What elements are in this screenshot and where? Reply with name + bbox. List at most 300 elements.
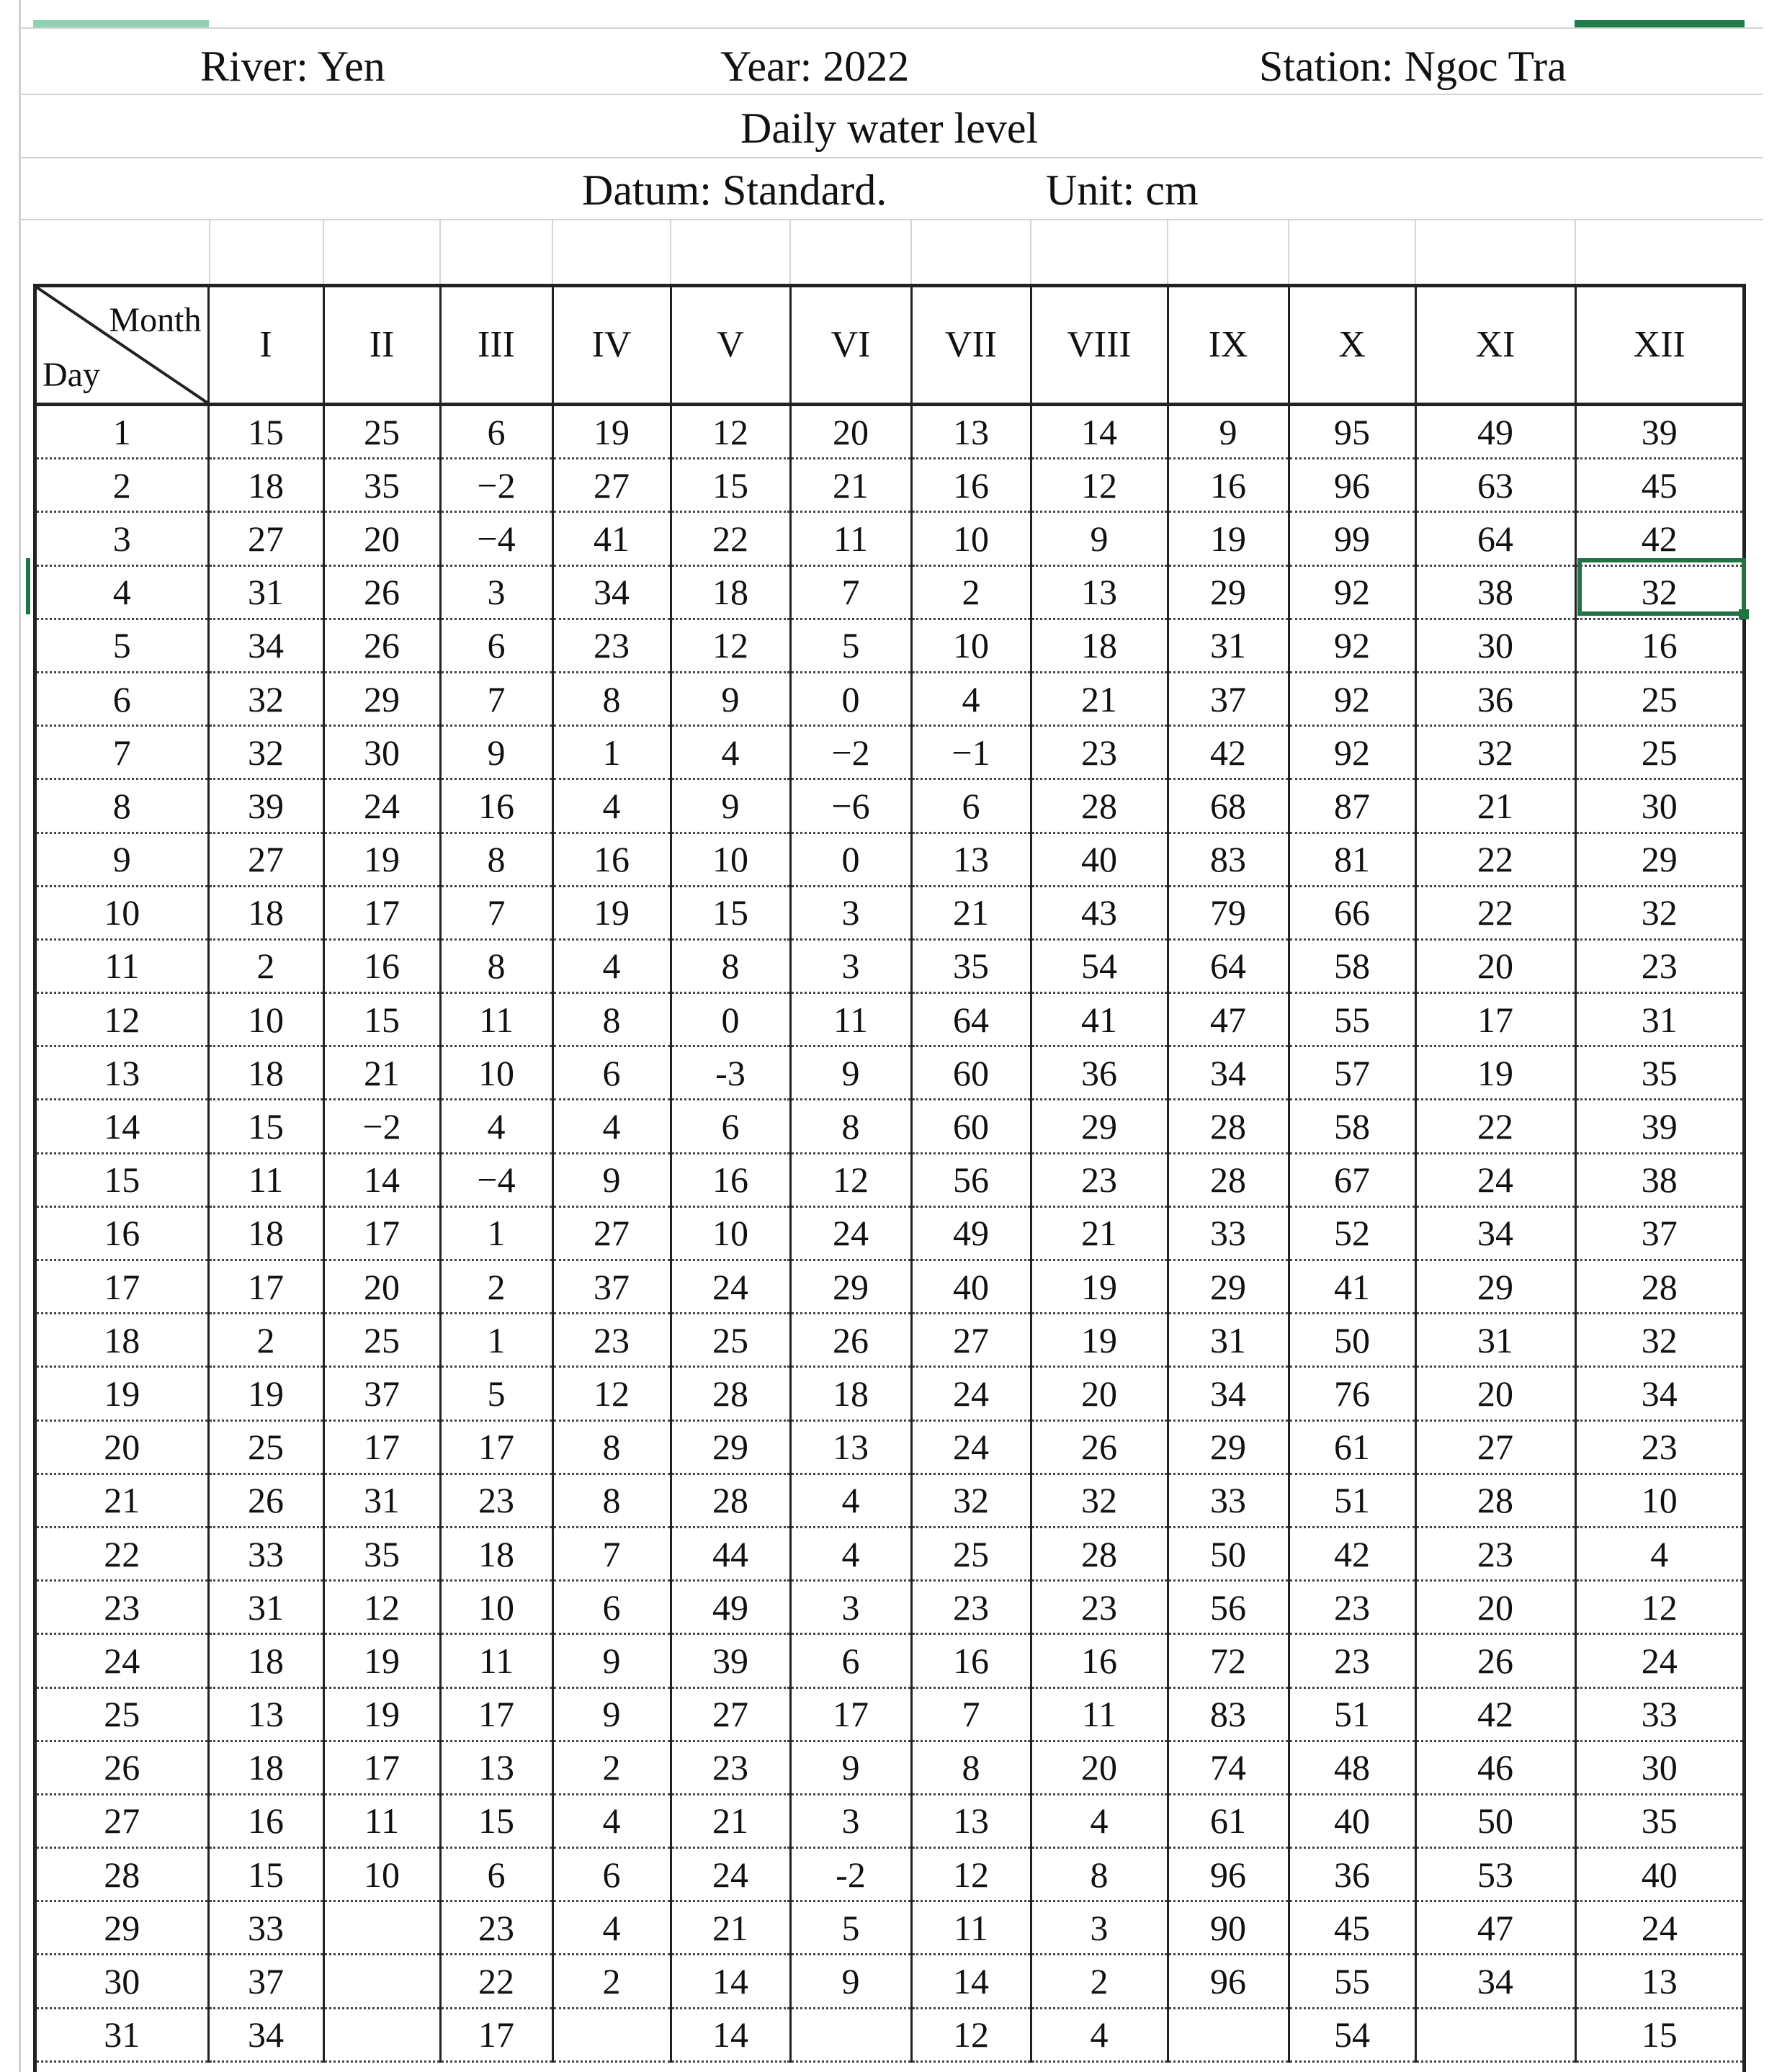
value-cell[interactable]: 42 [1168, 726, 1289, 779]
value-cell[interactable]: 11 [440, 1634, 552, 1687]
value-cell[interactable]: 68 [1168, 779, 1289, 833]
value-cell[interactable]: 10 [1575, 1474, 1742, 1527]
value-cell[interactable]: 30 [1415, 619, 1575, 672]
value-cell[interactable]: 23 [1031, 1153, 1168, 1206]
value-cell[interactable]: 47 [1168, 993, 1289, 1046]
value-cell[interactable]: 19 [552, 405, 671, 459]
day-cell[interactable]: 20 [37, 1420, 208, 1474]
value-cell[interactable]: 10 [440, 1046, 552, 1100]
value-cell[interactable]: 63 [1415, 459, 1575, 512]
value-cell[interactable]: 4 [1031, 1794, 1168, 1847]
value-cell[interactable]: 34 [1415, 1206, 1575, 1260]
value-cell[interactable]: 20 [1415, 1581, 1575, 1634]
value-cell[interactable]: 7 [911, 1687, 1031, 1741]
value-cell[interactable]: 17 [323, 1741, 440, 1794]
value-cell[interactable]: 19 [1415, 1046, 1575, 1100]
value-cell[interactable]: 15 [440, 1794, 552, 1847]
value-cell[interactable]: 16 [1168, 459, 1289, 512]
value-cell[interactable]: 15 [671, 459, 790, 512]
value-cell[interactable]: 34 [1168, 1046, 1289, 1100]
value-cell[interactable]: 19 [1031, 1314, 1168, 1367]
day-cell[interactable]: 12 [37, 993, 208, 1046]
value-cell[interactable]: 67 [1289, 1153, 1415, 1206]
value-cell[interactable]: 72 [1168, 1634, 1289, 1687]
month-header-10[interactable]: X [1289, 287, 1415, 405]
value-cell[interactable]: 4 [790, 1527, 911, 1580]
value-cell[interactable]: 58 [1289, 939, 1415, 992]
day-cell[interactable]: 16 [37, 1206, 208, 1260]
value-cell[interactable]: 28 [1031, 1527, 1168, 1580]
value-cell[interactable]: 37 [552, 1260, 671, 1314]
value-cell[interactable]: 28 [1168, 1100, 1289, 1153]
value-cell[interactable]: 41 [1289, 1260, 1415, 1314]
value-cell[interactable]: 10 [323, 1848, 440, 1901]
value-cell[interactable]: 29 [1168, 1420, 1289, 1474]
value-cell[interactable]: 18 [440, 1527, 552, 1580]
value-cell[interactable]: 27 [911, 1314, 1031, 1367]
value-cell[interactable]: 8 [552, 672, 671, 725]
value-cell[interactable]: 5 [790, 1901, 911, 1955]
value-cell[interactable]: 31 [1415, 1314, 1575, 1367]
value-cell[interactable]: 19 [323, 1634, 440, 1687]
value-cell[interactable]: 20 [1031, 1741, 1168, 1794]
day-cell[interactable]: 1 [37, 405, 208, 459]
value-cell[interactable]: 2 [552, 1955, 671, 2008]
value-cell[interactable]: −1 [911, 726, 1031, 779]
value-cell[interactable]: 5 [440, 1367, 552, 1420]
value-cell[interactable]: 0 [790, 833, 911, 886]
value-cell[interactable]: 53 [1415, 1848, 1575, 1901]
day-cell[interactable]: 19 [37, 1367, 208, 1420]
value-cell[interactable]: 40 [911, 1260, 1031, 1314]
value-cell[interactable]: 28 [1575, 1260, 1742, 1314]
value-cell[interactable]: 11 [790, 512, 911, 565]
month-header-3[interactable]: III [440, 287, 552, 405]
value-cell[interactable]: 23 [440, 1901, 552, 1955]
value-cell[interactable]: 19 [1031, 1260, 1168, 1314]
value-cell[interactable]: 8 [552, 1420, 671, 1474]
value-cell[interactable]: 55 [1289, 993, 1415, 1046]
value-cell[interactable]: 6 [440, 1848, 552, 1901]
value-cell[interactable]: 8 [440, 833, 552, 886]
value-cell[interactable]: 49 [911, 1206, 1031, 1260]
value-cell[interactable]: 29 [1575, 833, 1742, 886]
value-cell[interactable]: 17 [323, 886, 440, 939]
value-cell[interactable]: 9 [1168, 405, 1289, 459]
value-cell[interactable]: 31 [208, 1581, 323, 1634]
value-cell[interactable]: 11 [208, 1153, 323, 1206]
value-cell[interactable]: 22 [1415, 886, 1575, 939]
value-cell[interactable]: 39 [1575, 1100, 1742, 1153]
value-cell[interactable]: 9 [790, 1955, 911, 2008]
value-cell[interactable]: 9 [552, 1634, 671, 1687]
value-cell[interactable] [323, 2008, 440, 2061]
value-cell[interactable]: 24 [323, 779, 440, 833]
value-cell[interactable]: 26 [323, 619, 440, 672]
value-cell[interactable]: 33 [1575, 1687, 1742, 1741]
value-cell[interactable]: 9 [1031, 512, 1168, 565]
value-cell[interactable]: 31 [1168, 619, 1289, 672]
value-cell[interactable]: 6 [671, 1100, 790, 1153]
value-cell[interactable]: 19 [208, 1367, 323, 1420]
value-cell[interactable]: 4 [552, 939, 671, 992]
value-cell[interactable]: 15 [323, 993, 440, 1046]
value-cell[interactable]: 64 [911, 993, 1031, 1046]
day-cell[interactable]: 31 [37, 2008, 208, 2061]
value-cell[interactable]: 44 [671, 1527, 790, 1580]
day-cell[interactable]: 3 [37, 512, 208, 565]
value-cell[interactable]: 40 [1289, 1794, 1415, 1847]
value-cell[interactable]: 35 [323, 459, 440, 512]
value-cell[interactable]: 23 [671, 1741, 790, 1794]
value-cell[interactable]: 11 [323, 1794, 440, 1847]
value-cell[interactable]: 7 [440, 672, 552, 725]
month-header-8[interactable]: VIII [1031, 287, 1168, 405]
value-cell[interactable]: 52 [1289, 1206, 1415, 1260]
value-cell[interactable]: 27 [552, 459, 671, 512]
value-cell[interactable]: 35 [1575, 1794, 1742, 1847]
value-cell[interactable]: 21 [790, 459, 911, 512]
value-cell[interactable]: 0 [790, 672, 911, 725]
value-cell[interactable]: 35 [323, 1527, 440, 1580]
value-cell[interactable]: 21 [1031, 672, 1168, 725]
day-cell[interactable]: 22 [37, 1527, 208, 1580]
value-cell[interactable]: 28 [671, 1367, 790, 1420]
value-cell[interactable]: 29 [1168, 565, 1289, 619]
value-cell[interactable]: 50 [1168, 1527, 1289, 1580]
value-cell[interactable]: 31 [323, 1474, 440, 1527]
value-cell[interactable]: 27 [208, 833, 323, 886]
value-cell[interactable]: 19 [552, 886, 671, 939]
day-cell[interactable]: 23 [37, 1581, 208, 1634]
value-cell[interactable]: 60 [911, 1100, 1031, 1153]
value-cell[interactable]: 95 [1289, 405, 1415, 459]
value-cell[interactable]: 9 [790, 1741, 911, 1794]
value-cell[interactable]: 56 [1168, 1581, 1289, 1634]
value-cell[interactable]: 30 [323, 726, 440, 779]
value-cell[interactable]: 12 [911, 1848, 1031, 1901]
value-cell[interactable]: 12 [911, 2008, 1031, 2061]
value-cell[interactable]: 38 [1415, 565, 1575, 619]
value-cell[interactable]: 17 [440, 1687, 552, 1741]
value-cell[interactable]: 2 [440, 1260, 552, 1314]
value-cell[interactable]: 2 [1031, 1955, 1168, 2008]
value-cell[interactable]: 18 [790, 1367, 911, 1420]
value-cell[interactable]: 15 [208, 1100, 323, 1153]
value-cell[interactable]: 28 [1031, 779, 1168, 833]
value-cell[interactable]: 33 [1168, 1206, 1289, 1260]
value-cell[interactable]: 45 [1575, 459, 1742, 512]
value-cell[interactable]: 60 [911, 1046, 1031, 1100]
value-cell[interactable]: 20 [790, 405, 911, 459]
value-cell[interactable]: 6 [790, 1634, 911, 1687]
value-cell[interactable]: 12 [1575, 1581, 1742, 1634]
value-cell[interactable]: 10 [440, 1581, 552, 1634]
value-cell[interactable]: 32 [208, 672, 323, 725]
value-cell[interactable]: 14 [671, 1955, 790, 2008]
month-header-9[interactable]: IX [1168, 287, 1289, 405]
value-cell[interactable]: 1 [440, 1206, 552, 1260]
value-cell[interactable]: 18 [208, 459, 323, 512]
month-header-7[interactable]: VII [911, 287, 1031, 405]
day-cell[interactable]: 26 [37, 1741, 208, 1794]
value-cell[interactable]: 1 [552, 726, 671, 779]
value-cell[interactable]: 10 [671, 833, 790, 886]
value-cell[interactable]: -2 [790, 1848, 911, 1901]
value-cell[interactable]: 13 [440, 1741, 552, 1794]
value-cell[interactable]: 19 [323, 833, 440, 886]
value-cell[interactable]: 32 [208, 726, 323, 779]
value-cell[interactable]: −4 [440, 512, 552, 565]
month-header-11[interactable]: XI [1415, 287, 1575, 405]
value-cell[interactable]: 56 [911, 1153, 1031, 1206]
value-cell[interactable]: 27 [208, 512, 323, 565]
value-cell[interactable]: 31 [1575, 993, 1742, 1046]
value-cell[interactable]: 34 [1415, 1955, 1575, 2008]
value-cell[interactable]: 13 [911, 833, 1031, 886]
value-cell[interactable]: 19 [1168, 512, 1289, 565]
value-cell[interactable]: 49 [671, 1581, 790, 1634]
day-cell[interactable]: 10 [37, 886, 208, 939]
value-cell[interactable]: −6 [790, 779, 911, 833]
value-cell[interactable]: 33 [1168, 1474, 1289, 1527]
value-cell[interactable]: 39 [208, 779, 323, 833]
value-cell[interactable]: 23 [1031, 1581, 1168, 1634]
value-cell[interactable]: 8 [440, 939, 552, 992]
value-cell[interactable]: 61 [1289, 1420, 1415, 1474]
day-cell[interactable]: 30 [37, 1955, 208, 2008]
value-cell[interactable]: 18 [671, 565, 790, 619]
day-cell[interactable]: 28 [37, 1848, 208, 1901]
value-cell[interactable]: 18 [208, 886, 323, 939]
value-cell[interactable]: 34 [1168, 1367, 1289, 1420]
value-cell[interactable]: 45 [1289, 1901, 1415, 1955]
value-cell[interactable]: 32 [911, 1474, 1031, 1527]
value-cell[interactable]: 12 [323, 1581, 440, 1634]
value-cell[interactable]: 12 [1031, 459, 1168, 512]
value-cell[interactable] [552, 2008, 671, 2061]
value-cell[interactable]: 96 [1168, 1848, 1289, 1901]
value-cell[interactable]: 24 [671, 1260, 790, 1314]
value-cell[interactable]: 22 [1415, 833, 1575, 886]
value-cell[interactable]: 15 [208, 405, 323, 459]
value-cell[interactable]: 18 [1031, 619, 1168, 672]
value-cell[interactable]: 11 [440, 993, 552, 1046]
value-cell[interactable]: 13 [911, 405, 1031, 459]
value-cell[interactable]: 16 [552, 833, 671, 886]
value-cell[interactable]: 24 [1575, 1901, 1742, 1955]
value-cell[interactable]: 33 [208, 1527, 323, 1580]
value-cell[interactable]: 8 [911, 1741, 1031, 1794]
value-cell[interactable]: 61 [1168, 1794, 1289, 1847]
value-cell[interactable]: 26 [323, 565, 440, 619]
value-cell[interactable]: 7 [790, 565, 911, 619]
value-cell[interactable]: 83 [1168, 1687, 1289, 1741]
value-cell[interactable]: 7 [552, 1527, 671, 1580]
value-cell[interactable]: 1 [440, 1314, 552, 1367]
value-cell[interactable]: 42 [1289, 1527, 1415, 1580]
value-cell[interactable]: 14 [671, 2008, 790, 2061]
value-cell[interactable]: 2 [208, 939, 323, 992]
value-cell[interactable]: −2 [790, 726, 911, 779]
value-cell[interactable]: 25 [1575, 672, 1742, 725]
value-cell[interactable]: 33 [208, 1901, 323, 1955]
value-cell[interactable]: 16 [1575, 619, 1742, 672]
value-cell[interactable]: 23 [552, 619, 671, 672]
value-cell[interactable]: 55 [1289, 1955, 1415, 2008]
value-cell[interactable]: 4 [552, 1794, 671, 1847]
day-cell[interactable]: 25 [37, 1687, 208, 1741]
value-cell[interactable]: 18 [208, 1741, 323, 1794]
month-day-corner-cell[interactable] [37, 287, 208, 405]
value-cell[interactable]: 25 [323, 1314, 440, 1367]
value-cell[interactable]: 29 [1415, 1260, 1575, 1314]
value-cell[interactable]: 4 [440, 1100, 552, 1153]
value-cell[interactable]: 48 [1289, 1741, 1415, 1794]
value-cell[interactable]: 30 [1575, 779, 1742, 833]
value-cell[interactable]: 21 [911, 886, 1031, 939]
day-cell[interactable]: 7 [37, 726, 208, 779]
value-cell[interactable]: 11 [1031, 1687, 1168, 1741]
value-cell[interactable]: 4 [552, 779, 671, 833]
day-cell[interactable]: 24 [37, 1634, 208, 1687]
value-cell[interactable]: 21 [671, 1901, 790, 1955]
value-cell[interactable]: 3 [790, 1581, 911, 1634]
day-cell[interactable]: 2 [37, 459, 208, 512]
value-cell[interactable]: 6 [911, 779, 1031, 833]
value-cell[interactable]: 22 [1415, 1100, 1575, 1153]
day-cell[interactable]: 21 [37, 1474, 208, 1527]
day-cell[interactable]: 9 [37, 833, 208, 886]
value-cell[interactable]: 50 [1415, 1794, 1575, 1847]
value-cell[interactable]: 32 [1031, 1474, 1168, 1527]
value-cell[interactable]: 24 [1575, 1634, 1742, 1687]
value-cell[interactable]: 12 [671, 405, 790, 459]
value-cell[interactable]: 26 [208, 1474, 323, 1527]
value-cell[interactable]: 9 [552, 1687, 671, 1741]
value-cell[interactable]: 34 [208, 2008, 323, 2061]
value-cell[interactable]: 27 [1415, 1420, 1575, 1474]
value-cell[interactable]: 40 [1575, 1848, 1742, 1901]
value-cell[interactable] [1415, 2008, 1575, 2061]
value-cell[interactable]: 30 [1575, 1741, 1742, 1794]
value-cell[interactable]: 49 [1415, 405, 1575, 459]
value-cell[interactable]: 20 [323, 512, 440, 565]
value-cell[interactable]: 10 [671, 1206, 790, 1260]
value-cell[interactable]: 4 [671, 726, 790, 779]
value-cell[interactable]: 14 [323, 1153, 440, 1206]
value-cell[interactable]: 40 [1031, 833, 1168, 886]
value-cell[interactable]: 10 [911, 512, 1031, 565]
value-cell[interactable]: 92 [1289, 726, 1415, 779]
value-cell[interactable]: 16 [323, 939, 440, 992]
value-cell[interactable]: 29 [323, 672, 440, 725]
value-cell[interactable]: 16 [911, 1634, 1031, 1687]
value-cell[interactable] [323, 1955, 440, 2008]
value-cell[interactable]: 76 [1289, 1367, 1415, 1420]
value-cell[interactable]: 39 [671, 1634, 790, 1687]
value-cell[interactable]: 12 [790, 1153, 911, 1206]
value-cell[interactable]: 3 [790, 1794, 911, 1847]
value-cell[interactable]: 36 [1415, 672, 1575, 725]
value-cell[interactable]: 81 [1289, 833, 1415, 886]
value-cell[interactable]: 3 [440, 565, 552, 619]
value-cell[interactable]: 17 [323, 1206, 440, 1260]
value-cell[interactable]: 10 [911, 619, 1031, 672]
value-cell[interactable]: 16 [671, 1153, 790, 1206]
value-cell[interactable]: 24 [911, 1420, 1031, 1474]
value-cell[interactable]: 39 [1575, 405, 1742, 459]
value-cell[interactable]: 13 [911, 1794, 1031, 1847]
value-cell[interactable]: 15 [1575, 2008, 1742, 2061]
value-cell[interactable]: 74 [1168, 1741, 1289, 1794]
value-cell[interactable]: 17 [323, 1420, 440, 1474]
value-cell[interactable]: 3 [790, 939, 911, 992]
value-cell[interactable]: 50 [1289, 1314, 1415, 1367]
value-cell[interactable]: 23 [1289, 1634, 1415, 1687]
value-cell[interactable]: 6 [440, 405, 552, 459]
value-cell[interactable]: 37 [323, 1367, 440, 1420]
value-cell[interactable]: 23 [1415, 1527, 1575, 1580]
value-cell[interactable]: 18 [208, 1634, 323, 1687]
value-cell[interactable]: 92 [1289, 672, 1415, 725]
day-cell[interactable]: 5 [37, 619, 208, 672]
value-cell[interactable]: 21 [671, 1794, 790, 1847]
value-cell[interactable]: 29 [1031, 1100, 1168, 1153]
value-cell[interactable]: 3 [1031, 1901, 1168, 1955]
value-cell[interactable]: 20 [1415, 939, 1575, 992]
value-cell[interactable]: -3 [671, 1046, 790, 1100]
value-cell[interactable]: 41 [552, 512, 671, 565]
value-cell[interactable]: 32 [1415, 726, 1575, 779]
value-cell[interactable]: 23 [552, 1314, 671, 1367]
value-cell[interactable]: 25 [671, 1314, 790, 1367]
value-cell[interactable]: 28 [671, 1474, 790, 1527]
value-cell[interactable]: 17 [1415, 993, 1575, 1046]
value-cell[interactable]: 25 [1575, 726, 1742, 779]
value-cell[interactable]: 57 [1289, 1046, 1415, 1100]
value-cell[interactable]: 4 [552, 1901, 671, 1955]
value-cell[interactable]: 83 [1168, 833, 1289, 886]
value-cell[interactable]: 17 [440, 2008, 552, 2061]
month-header-12[interactable]: XII [1575, 287, 1742, 405]
value-cell[interactable]: 23 [440, 1474, 552, 1527]
value-cell[interactable]: 6 [552, 1046, 671, 1100]
value-cell[interactable]: 5 [790, 619, 911, 672]
value-cell[interactable]: 16 [208, 1794, 323, 1847]
value-cell[interactable]: 31 [1168, 1314, 1289, 1367]
value-cell[interactable]: 2 [552, 1741, 671, 1794]
value-cell[interactable]: 20 [1415, 1367, 1575, 1420]
value-cell[interactable]: 16 [911, 459, 1031, 512]
value-cell[interactable]: 4 [790, 1474, 911, 1527]
value-cell[interactable]: 14 [911, 1955, 1031, 2008]
value-cell[interactable]: 13 [790, 1420, 911, 1474]
value-cell[interactable]: 25 [323, 405, 440, 459]
value-cell[interactable]: 13 [208, 1687, 323, 1741]
value-cell[interactable]: 2 [911, 565, 1031, 619]
value-cell[interactable]: 4 [911, 672, 1031, 725]
value-cell[interactable]: 9 [440, 726, 552, 779]
value-cell[interactable]: 23 [1031, 726, 1168, 779]
value-cell[interactable]: 8 [790, 1100, 911, 1153]
day-cell[interactable]: 18 [37, 1314, 208, 1367]
value-cell[interactable]: 36 [1031, 1046, 1168, 1100]
value-cell[interactable]: 4 [552, 1100, 671, 1153]
value-cell[interactable]: 23 [911, 1581, 1031, 1634]
value-cell[interactable]: 8 [1031, 1848, 1168, 1901]
value-cell[interactable]: 99 [1289, 512, 1415, 565]
